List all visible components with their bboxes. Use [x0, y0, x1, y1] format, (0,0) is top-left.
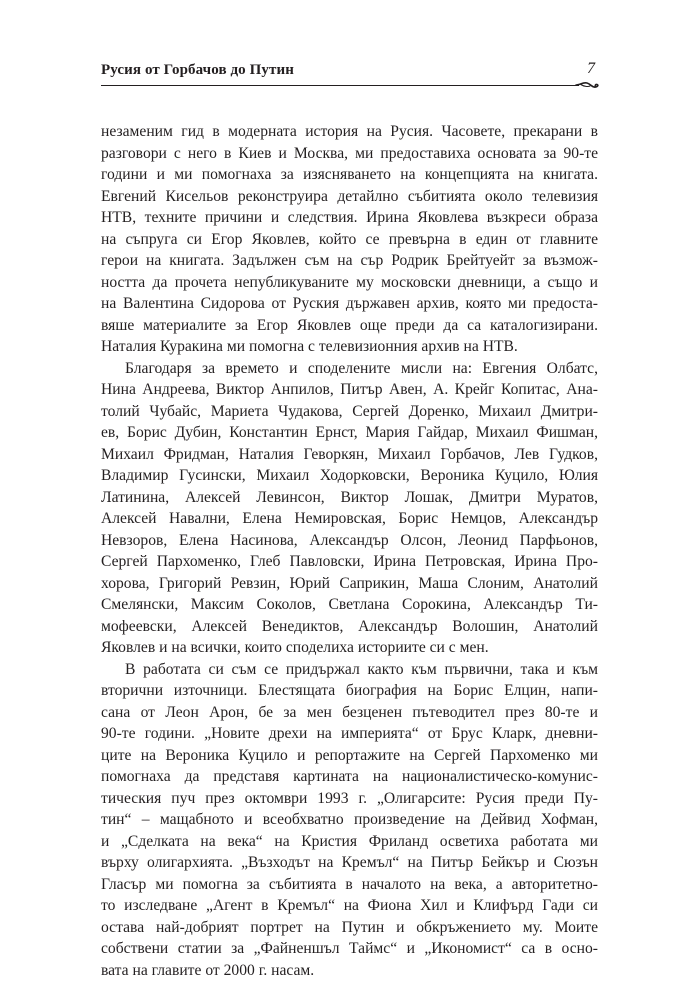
text-line: тическия пуч през октомври 1993 г. „Олигарсите: Русия преди Пу- — [101, 789, 598, 807]
text-line: Смелянски, Максим Соколов, Светлана Сорокина, Александър Ти- — [101, 596, 598, 613]
text-line: вяше материалите за Егор Яковлев още преди да са каталогизирани. — [101, 316, 598, 334]
text-line: хорова, Григорий Ревзин, Юрий Саприкин, Маша Слоним, Анатолий — [101, 574, 598, 592]
running-title: Русия от Горбачов до Путин — [101, 62, 294, 78]
text-line: сана от Леон Арон, бе за мен безценен пътеводител през 80-те и — [101, 703, 598, 721]
text-line: Михаил Фридман, Наталия Геворкян, Михаил Горбачов, Лев Гудков, — [101, 445, 598, 463]
paragraph — [101, 358, 598, 659]
text-line: незаменим гид в модерната история на Русия. Часовете, прекарани в — [101, 123, 598, 140]
text-line: остава най-добрият портрет на Путин и обкръжението му. Моите — [101, 918, 598, 936]
text-line: Невзоров, Елена Насинова, Александър Олсон, Леонид Парфьонов, — [101, 531, 598, 549]
text-line: Владимир Гусински, Михаил Ходорковски, Вероника Куцило, Юлия — [101, 467, 598, 484]
text-line: Нина Андреева, Виктор Анпилов, Питър Авен, А. Крейг Копитас, Ана- — [101, 381, 598, 398]
text-line: Благодаря за времето и споделените мисли на: Евгения Олбатс, — [125, 359, 598, 377]
text-line: Гласър ми помогна за събитията в началото на века, а авторитетно- — [101, 875, 598, 893]
text-line: помогнаха да представя картината на националистическо-комунис- — [101, 768, 598, 785]
text-line: на съпруга си Егор Яковлев, който се превърна в един от главните — [101, 230, 598, 248]
text-line: мофеевски, Алексей Венедиктов, Александър Волошин, Анатолий — [101, 617, 598, 635]
text-line: герои на книгата. Задължен съм на сър Родрик Брейтуейт за възмож- — [101, 252, 598, 269]
page-header — [101, 60, 598, 88]
text-line: собствени статии за „Файненшъл Таймс“ и „Икономист“ са в осно- — [101, 940, 598, 957]
header-rule — [101, 85, 579, 86]
text-line: Сергей Пархоменко, Глеб Павловски, Ирина Петровская, Ирина Про- — [101, 553, 598, 570]
text-line: върху олигархията. „Възходът на Кремъл“ на Питър Бейкър и Сюзън — [101, 854, 598, 871]
text-line: ците на Вероника Куцило и репортажите на Сергей Пархоменко ми — [101, 746, 598, 764]
text-line: то изследване „Агент в Кремъл“ на Фиона Хил и Клифърд Гади си — [101, 897, 598, 914]
text-line: години и ми помогнаха за изясняването на концепцията на книгата. — [101, 166, 598, 183]
text-line: Алексей Навални, Елена Немировская, Борис Немцов, Александър — [101, 510, 598, 527]
text-line: Наталия Куракина ми помогна с телевизионния архив на НТВ. — [101, 338, 518, 355]
text-line: вата на главите от 2000 г. насам. — [101, 961, 315, 979]
text-line: ността да прочета непубликуваните му московски дневници, а също и — [101, 273, 598, 291]
text-line: Евгений Кисельов реконструира детайлно събитията около телевизия — [101, 187, 598, 205]
text-line: толий Чубайс, Мариета Чудакова, Сергей Доренко, Михаил Дмитри- — [101, 402, 598, 420]
text-line: разговори с него в Киев и Москва, ми предоставиха основата за 90-те — [101, 144, 598, 162]
text-line: на Валентина Сидорова от Руския държавен архив, която ми предоста- — [101, 295, 598, 312]
text-line: вторични източници. Блестящата биография на Борис Елцин, напи- — [101, 682, 598, 699]
paragraph — [101, 659, 598, 982]
text-line: ев, Борис Дубин, Константин Ернст, Мария Гайдар, Михаил Фишман, — [101, 424, 598, 441]
body-text — [101, 121, 598, 981]
paragraph — [101, 121, 598, 358]
text-line: тин“ – мащабното и всеобхватно произведение на Дейвид Хофман, — [101, 811, 598, 828]
text-line: Латинина, Алексей Левинсон, Виктор Лошак, Дмитри Муратов, — [101, 488, 598, 506]
text-line: НТВ, техните причини и следствия. Ирина Яковлева възкреси образа — [101, 209, 598, 226]
text-line: и „Сделката на века“ на Кристия Фриланд осветиха работата ми — [101, 832, 598, 850]
text-line: 90-те години. „Новите дрехи на империята“ от Брус Кларк, дневни- — [101, 725, 598, 742]
page-number: 7 — [587, 60, 595, 77]
text-line: Яковлев и на всички, които споделиха историите си с мен. — [101, 639, 489, 656]
ornament-flourish-icon — [575, 78, 599, 92]
text-line: В работата си съм се придържал както към първични, така и към — [125, 660, 598, 678]
